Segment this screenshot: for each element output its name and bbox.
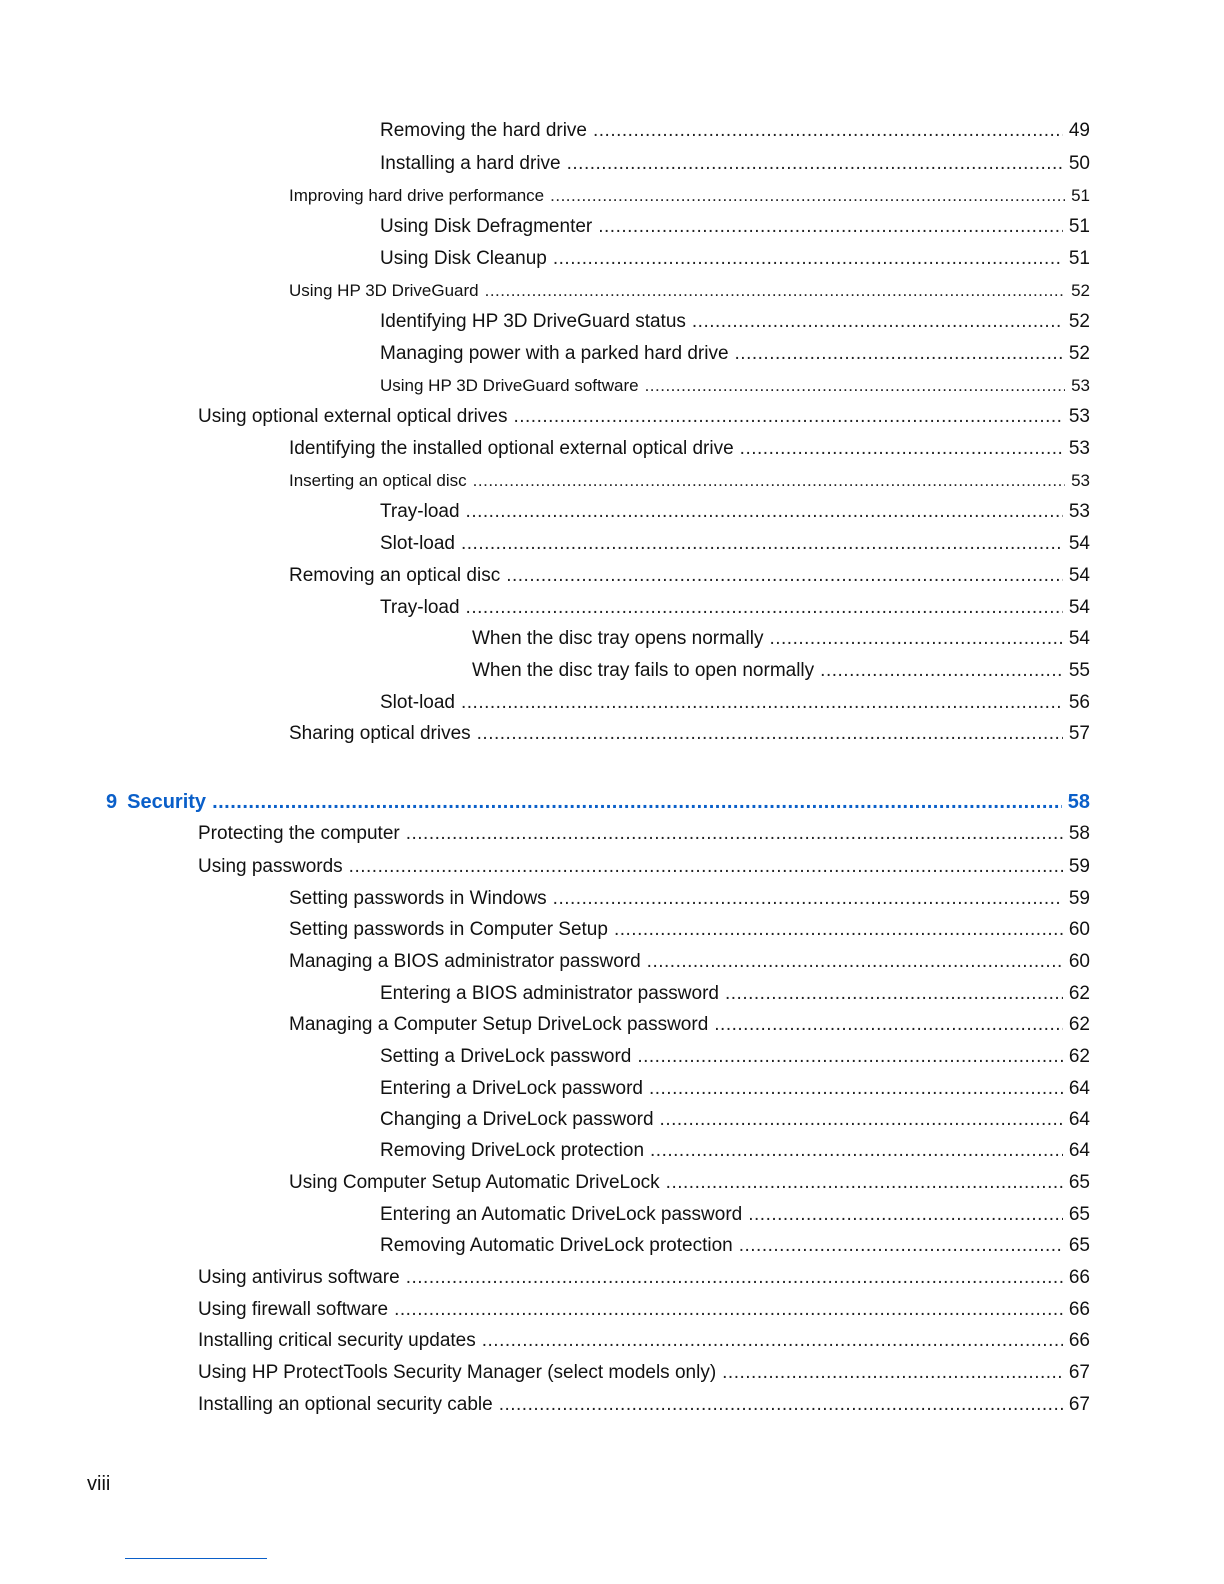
toc-entry[interactable] — [380, 374, 1090, 398]
dot-leader — [394, 1298, 1063, 1322]
dot-leader — [461, 532, 1063, 556]
dot-leader — [739, 1234, 1063, 1258]
toc-entry-title: Identifying the installed optional external optical drive — [289, 438, 734, 459]
toc-entry-title: Using Computer Setup Automatic DriveLock — [289, 1172, 660, 1193]
toc-entry[interactable] — [289, 1171, 1090, 1195]
toc-entry-page: 54 — [1068, 565, 1090, 586]
toc-entry-title: When the disc tray opens normally — [472, 628, 764, 649]
toc-entry[interactable] — [380, 532, 1090, 556]
toc-entry-title: Using passwords — [198, 856, 343, 877]
dot-leader — [637, 1045, 1063, 1069]
toc-entry-title: Installing an optional security cable — [198, 1394, 493, 1415]
dot-leader — [740, 437, 1063, 461]
toc-entry-page: 65 — [1068, 1172, 1090, 1193]
dot-leader — [513, 405, 1062, 429]
toc-entry-title: Removing an optical disc — [289, 565, 501, 586]
toc-entry-page: 65 — [1068, 1204, 1090, 1225]
toc-entry-page: 54 — [1068, 628, 1090, 649]
toc-entry[interactable] — [380, 119, 1090, 143]
toc-entry[interactable] — [380, 310, 1090, 334]
toc-entry-page: 66 — [1068, 1299, 1090, 1320]
toc-entry-title: Slot-load — [380, 533, 455, 554]
toc-entry-title: Using HP ProtectTools Security Manager (select models only) — [198, 1362, 717, 1383]
dot-leader — [466, 596, 1063, 620]
toc-entry[interactable] — [380, 1139, 1090, 1163]
toc-chapter-security[interactable] — [106, 790, 1090, 814]
toc-entry[interactable] — [198, 1298, 1090, 1322]
dot-leader — [647, 950, 1063, 974]
toc-entry-title: Improving hard drive performance — [289, 186, 545, 205]
toc-entry[interactable] — [289, 887, 1090, 911]
dot-leader — [349, 855, 1063, 879]
toc-entry[interactable] — [472, 659, 1090, 683]
toc-entry-page: 51 — [1071, 186, 1090, 205]
dot-leader — [820, 659, 1063, 683]
toc-entry[interactable] — [198, 1266, 1090, 1290]
dot-leader — [482, 1329, 1063, 1353]
toc-entry-title: Removing DriveLock protection — [380, 1140, 645, 1161]
toc-entry-title: Tray-load — [380, 597, 460, 618]
toc-entry-page: 51 — [1068, 248, 1090, 269]
toc-entry-title: Using HP 3D DriveGuard software — [380, 376, 639, 395]
toc-entry-title: Sharing optical drives — [289, 723, 471, 744]
toc-entry[interactable] — [289, 1013, 1090, 1037]
toc-entry-page: 58 — [1068, 823, 1090, 844]
toc-entry[interactable] — [289, 722, 1090, 746]
dot-leader — [553, 887, 1063, 911]
toc-entry-title: Setting a DriveLock password — [380, 1046, 632, 1067]
dot-leader — [499, 1393, 1063, 1417]
toc-entry-title: Setting passwords in Windows — [289, 888, 547, 909]
toc-entry-title: Protecting the computer — [198, 823, 400, 844]
toc-entry-title: When the disc tray fails to open normally — [472, 660, 815, 681]
dot-leader — [553, 247, 1063, 271]
dot-leader — [466, 500, 1063, 524]
toc-entry-title: Setting passwords in Computer Setup — [289, 919, 608, 940]
toc-entry[interactable] — [198, 855, 1090, 879]
dot-leader — [477, 722, 1063, 746]
dot-leader — [614, 918, 1063, 942]
toc-entry-title: Using firewall software — [198, 1299, 389, 1320]
toc-entry[interactable] — [380, 500, 1090, 524]
toc-entry[interactable] — [380, 1045, 1090, 1069]
toc-entry[interactable] — [380, 1077, 1090, 1101]
toc-entry[interactable] — [380, 596, 1090, 620]
toc-entry-page: 62 — [1068, 1046, 1090, 1067]
toc-entry-page: 52 — [1068, 311, 1090, 332]
toc-entry[interactable] — [380, 247, 1090, 271]
toc-entry-title: Entering an Automatic DriveLock password — [380, 1204, 743, 1225]
toc-entry-title: Managing a Computer Setup DriveLock password — [289, 1014, 709, 1035]
toc-entry[interactable] — [380, 1234, 1090, 1258]
toc-entry-page: 54 — [1068, 533, 1090, 554]
toc-entry-page: 49 — [1068, 120, 1090, 141]
toc-entry-page: 59 — [1068, 888, 1090, 909]
toc-entry[interactable] — [198, 405, 1090, 429]
toc-entry[interactable] — [380, 215, 1090, 239]
toc-entry[interactable] — [198, 1393, 1090, 1417]
toc-entry-title: Using optional external optical drives — [198, 406, 508, 427]
toc-entry-page: 67 — [1068, 1394, 1090, 1415]
toc-entry[interactable] — [380, 691, 1090, 715]
footer-rule — [125, 1558, 267, 1559]
toc-entry-page: 64 — [1068, 1140, 1090, 1161]
dot-leader — [550, 184, 1065, 208]
toc-entry-page: 65 — [1068, 1235, 1090, 1256]
toc-entry-page: 62 — [1068, 1014, 1090, 1035]
toc-entry[interactable] — [289, 918, 1090, 942]
dot-leader — [461, 691, 1063, 715]
dot-leader — [473, 469, 1065, 493]
dot-leader — [506, 564, 1063, 588]
dot-leader — [735, 342, 1063, 366]
dot-leader — [666, 1171, 1063, 1195]
toc-entry[interactable] — [289, 184, 1090, 208]
toc-entry-page: 62 — [1068, 983, 1090, 1004]
toc-entry-page: 53 — [1071, 471, 1090, 490]
toc-entry[interactable] — [380, 152, 1090, 176]
toc-entry-page: 53 — [1068, 501, 1090, 522]
dot-leader — [406, 1266, 1063, 1290]
dot-leader — [645, 374, 1066, 398]
toc-entry[interactable] — [289, 279, 1090, 303]
toc-entry-page: 66 — [1068, 1267, 1090, 1288]
toc-entry-page: 66 — [1068, 1330, 1090, 1351]
dot-leader — [650, 1139, 1063, 1163]
toc-entry[interactable] — [289, 564, 1090, 588]
toc-entry-title: Tray-load — [380, 501, 460, 522]
dot-leader — [748, 1203, 1063, 1227]
toc-entry-page: 52 — [1071, 281, 1090, 300]
toc-entry-page: 54 — [1068, 597, 1090, 618]
toc-entry[interactable] — [380, 1108, 1090, 1132]
toc-entry-title: Removing Automatic DriveLock protection — [380, 1235, 733, 1256]
toc-entry[interactable] — [380, 982, 1090, 1006]
toc-entry-page: 51 — [1068, 216, 1090, 237]
toc-entry[interactable] — [198, 1361, 1090, 1385]
toc-entry-page: 53 — [1068, 438, 1090, 459]
toc-entry-title: Using Disk Defragmenter — [380, 216, 593, 237]
dot-leader — [725, 982, 1063, 1006]
toc-entry-title: Managing power with a parked hard drive — [380, 343, 729, 364]
toc-entry-page: 53 — [1068, 406, 1090, 427]
toc-entry[interactable] — [198, 1329, 1090, 1353]
dot-leader — [485, 279, 1065, 303]
page-number: viii — [87, 1473, 111, 1495]
dot-leader — [769, 627, 1062, 651]
toc-entry-title: Inserting an optical disc — [289, 471, 467, 490]
toc-entry-title: Changing a DriveLock password — [380, 1109, 654, 1130]
toc-entry-title: Entering a BIOS administrator password — [380, 983, 719, 1004]
dot-leader — [692, 310, 1063, 334]
chapter-number: 9 — [106, 791, 118, 813]
toc-entry-page: 64 — [1068, 1109, 1090, 1130]
toc-entry-page: 60 — [1068, 951, 1090, 972]
toc-entry-title: Slot-load — [380, 692, 455, 713]
toc-entry-page: 52 — [1068, 343, 1090, 364]
toc-entry-title: Managing a BIOS administrator password — [289, 951, 641, 972]
toc-entry-page: 57 — [1068, 723, 1090, 744]
toc-entry-title: Installing critical security updates — [198, 1330, 476, 1351]
toc-entry-page: 53 — [1071, 376, 1090, 395]
toc-entry-page: 56 — [1068, 692, 1090, 713]
toc-entry-title: Using antivirus software — [198, 1267, 400, 1288]
dot-leader — [598, 215, 1063, 239]
toc-entry[interactable] — [289, 469, 1090, 493]
toc-entry[interactable] — [289, 950, 1090, 974]
toc-entry-title: Using Disk Cleanup — [380, 248, 547, 269]
toc-entry-page: 64 — [1068, 1078, 1090, 1099]
toc-entry-page: 67 — [1068, 1362, 1090, 1383]
toc-entry-title: Security — [127, 791, 207, 813]
toc-entry-title: Identifying HP 3D DriveGuard status — [380, 311, 686, 332]
dot-leader — [649, 1077, 1063, 1101]
toc-entry[interactable] — [198, 822, 1090, 846]
dot-leader — [567, 152, 1063, 176]
toc-entry-title: Using HP 3D DriveGuard — [289, 281, 479, 300]
toc-entry[interactable] — [289, 437, 1090, 461]
toc-entry-page: 58 — [1067, 791, 1090, 813]
dot-leader — [406, 822, 1063, 846]
dot-leader — [660, 1108, 1063, 1132]
toc-entry[interactable] — [380, 1203, 1090, 1227]
toc-entry-page: 59 — [1068, 856, 1090, 877]
dot-leader — [714, 1013, 1063, 1037]
dot-leader — [722, 1361, 1063, 1385]
toc-entry[interactable] — [472, 627, 1090, 651]
toc-entry-page: 60 — [1068, 919, 1090, 940]
dot-leader — [212, 790, 1062, 814]
toc-entry-title: Entering a DriveLock password — [380, 1078, 643, 1099]
toc-entry[interactable] — [380, 342, 1090, 366]
toc-entry-page: 55 — [1068, 660, 1090, 681]
toc-entry-page: 50 — [1068, 153, 1090, 174]
toc-entry-title: Removing the hard drive — [380, 120, 587, 141]
dot-leader — [593, 119, 1063, 143]
toc-entry-title: Installing a hard drive — [380, 153, 561, 174]
